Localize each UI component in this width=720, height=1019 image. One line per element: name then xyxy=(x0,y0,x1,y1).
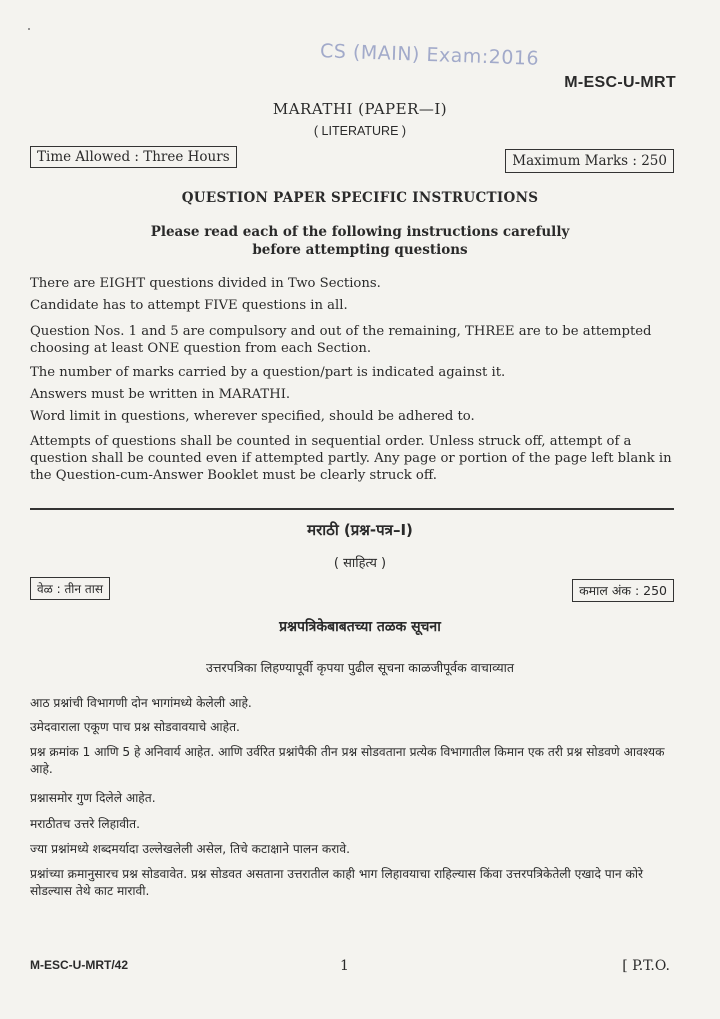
marathi-time-box: वेळ : तीन तास xyxy=(30,577,110,600)
paper-code: M-ESC-U-MRT xyxy=(564,74,676,91)
instructions-subheading-1: Please read each of the following instructions carefully xyxy=(150,224,570,240)
pto-label: [ P.T.O. xyxy=(622,958,670,974)
marathi-instruction-item: मराठीतच उत्तरे लिहावीत. xyxy=(30,817,140,831)
instructions-subheading-2: before attempting questions xyxy=(252,242,468,258)
marathi-marks-box: कमाल अंक : 250 xyxy=(572,579,674,602)
instruction-item: There are EIGHT questions divided in Two Sections. xyxy=(30,276,381,291)
max-marks-box: Maximum Marks : 250 xyxy=(505,149,674,173)
section-divider xyxy=(30,508,674,510)
time-allowed-box: Time Allowed : Three Hours xyxy=(30,146,237,168)
marathi-instruction-item: ज्या प्रश्नांमध्ये शब्दमर्यादा उल्लेखलेली असेल, तिचे कटाक्षाने पालन करावे. xyxy=(30,842,350,856)
marathi-subtitle: ( साहित्य ) xyxy=(333,556,387,571)
marathi-instructions-subheading: उत्तरपत्रिका लिहण्यापूर्वी कृपया पुढील सूचना काळजीपूर्वक वाचाव्यात xyxy=(206,660,514,675)
instruction-item: The number of marks carried by a question/part is indicated against it. xyxy=(30,365,506,380)
paper-title: MARATHI (PAPER—I) xyxy=(272,100,448,118)
marathi-instruction-item: प्रश्नासमोर गुण दिलेले आहेत. xyxy=(30,791,156,805)
instructions-heading: QUESTION PAPER SPECIFIC INSTRUCTIONS xyxy=(181,190,539,206)
marathi-instruction-item: प्रश्न क्रमांक 1 आणि 5 हे अनिवार्य आहेत. आणि उर्वरित प्रश्नांपैकी तीन प्रश्न सोडवताना प्रत्येक विभागातील किमान एक तरी प्रश्न सोडवणे आवश्यक आहे. xyxy=(30,745,665,776)
marathi-instruction-item: आठ प्रश्नांची विभागणी दोन भागांमध्ये केलेली आहे. xyxy=(30,696,252,710)
marathi-instruction-item: उमेदवाराला एकूण पाच प्रश्न सोडवावयाचे आहेत. xyxy=(30,720,240,734)
paper-subtitle: ( LITERATURE ) xyxy=(313,124,407,138)
scan-speck xyxy=(28,28,30,30)
instruction-item: Candidate has to attempt FIVE questions in all. xyxy=(30,298,348,313)
marathi-instructions-heading: प्रश्नपत्रिकेबाबतच्या तळक सूचना xyxy=(279,619,441,635)
instruction-item: Word limit in questions, wherever specified, should be adhered to. xyxy=(30,409,475,424)
marathi-instruction-item: प्रश्नांच्या क्रमानुसारच प्रश्न सोडवावेत. प्रश्न सोडवत असताना उत्तरातील काही भाग लिहावयाचा राहिल्यास किंवा उत्तरपत्रिकेतेली एखादे पान कोरे सोडल्यास तेथे काट मारावी. xyxy=(30,867,644,898)
marathi-title: मराठी (प्रश्न-पत्र–I) xyxy=(307,521,413,539)
instruction-item: Answers must be written in MARATHI. xyxy=(30,387,291,402)
instruction-item: Attempts of questions shall be counted in sequential order. Unless struck off, attempt of a question shall be counted even if attempted partly. Any page or portion of the page left blank in the Question-cum-Answer Booklet must be clearly struck off. xyxy=(30,434,672,483)
footer-code: M-ESC-U-MRT/42 xyxy=(30,958,128,972)
page-number: 1 xyxy=(340,958,349,974)
exam-stamp: CS (MAIN) Exam:2016 xyxy=(319,40,540,70)
instruction-item: Question Nos. 1 and 5 are compulsory and out of the remaining, THREE are to be attempted choosing at least ONE question from each Section. xyxy=(30,324,652,356)
